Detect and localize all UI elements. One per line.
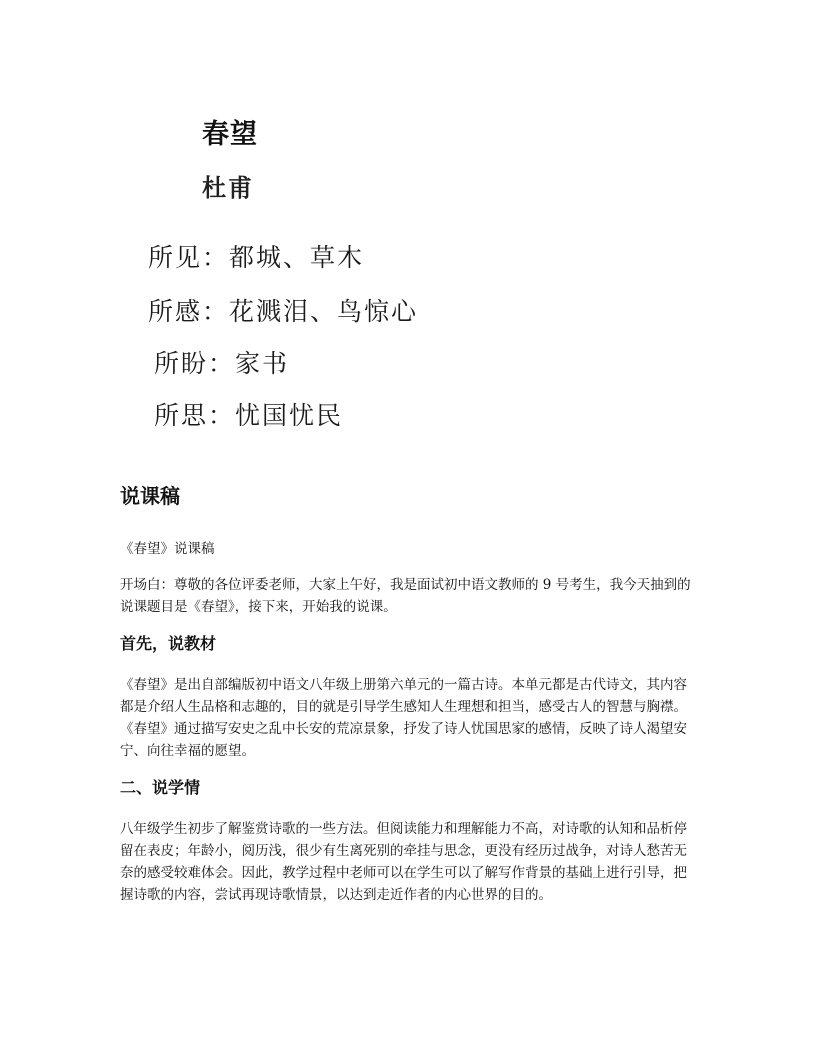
- figure-poem-title: 春望: [202, 119, 258, 150]
- section-text-textbook: 《春望》是出自部编版初中语文八年级上册第六单元的一篇古诗。本单元都是古代诗文，其内容都是介绍人生品格和志趣的，目的就是引导学生感知人生理想和担当，感受古人的智慧与胸襟。《春望》通过描写安史之乱中长安的荒凉景象，抒发了诗人忧国思家的感情，反映了诗人渴望安宁、向往幸福的愿望。: [120, 677, 687, 759]
- figure-line-hoped: 所盼：家书: [154, 349, 290, 378]
- section-text-students: 八年级学生初步了解鉴赏诗歌的一些方法。但阅读能力和理解能力不高，对诗歌的认知和品析停留在表皮；年龄小，阅历浅，很少有生离死别的牵挂与思念，更没有经历过战争，对诗人愁苦无奈的感受较难体会。因此，教学过程中老师可以在学生可以了解写作背景的基础上进行引导，把握诗歌的内容，尝试再现诗歌情景，以达到走近作者的内心世界的目的。: [120, 821, 687, 903]
- poem-summary-figure: [0, 0, 816, 440]
- section-title-textbook: 首先，说教材: [120, 634, 217, 653]
- figure-line-seen: 所见：都城、草木: [148, 243, 365, 272]
- document-subtitle: 《春望》说课稿: [120, 541, 215, 557]
- section-title-students: 二、说学情: [120, 778, 201, 797]
- figure-poem-author: 杜甫: [202, 174, 254, 202]
- intro-paragraph: 开场白：尊敬的各位评委老师，大家上午好，我是面试初中语文教师的 9 号考生，我今天抽到的说课题目是《春望》，接下来，开始我的说课。: [120, 577, 691, 615]
- document-body: [120, 480, 700, 920]
- document-heading: 说课稿: [120, 484, 180, 508]
- figure-line-thought: 所思：忧国忧民: [154, 401, 344, 430]
- figure-line-felt: 所感：花溅泪、鸟惊心: [148, 297, 419, 326]
